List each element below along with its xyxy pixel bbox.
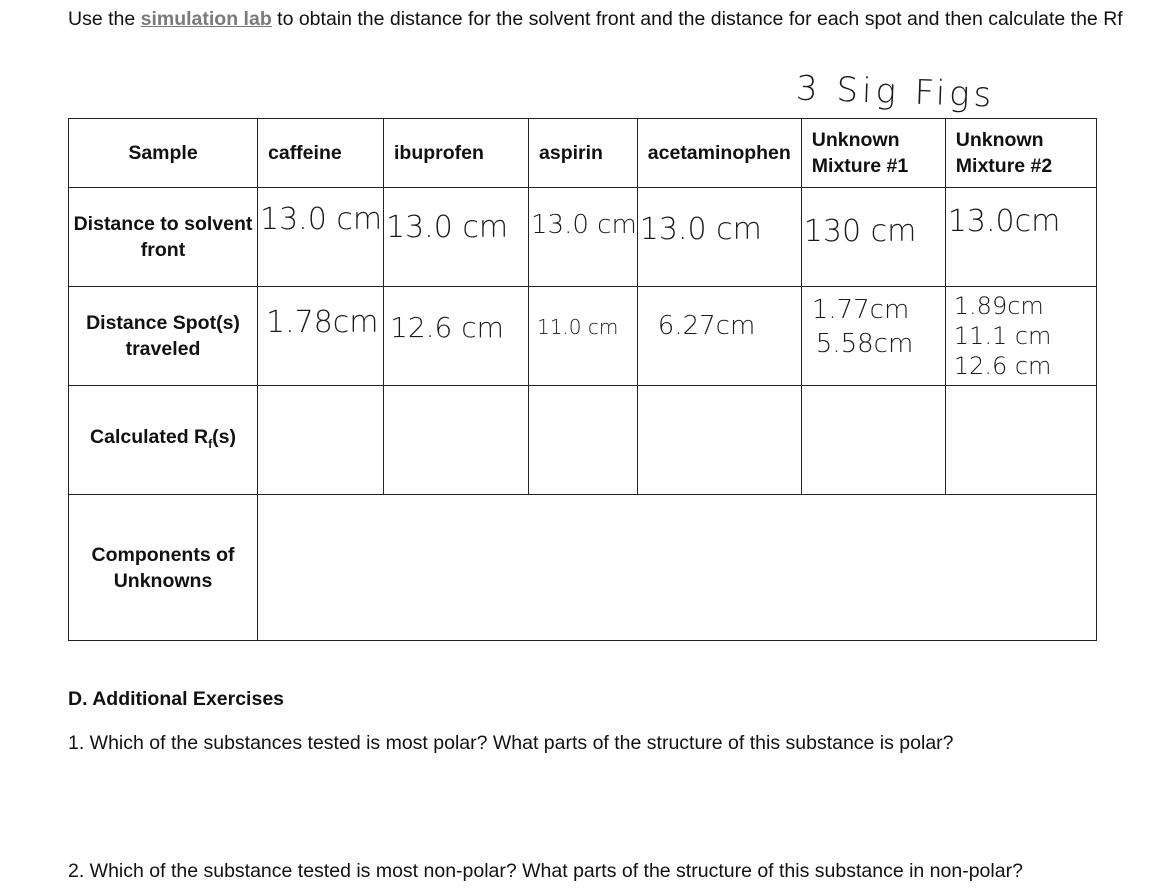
solvent-front-row (69, 188, 1097, 287)
unknown-1-spot-b: 5.58cm (815, 329, 914, 359)
unknown-2-spot-b: 11.1 cm (953, 322, 1052, 350)
rf-unknown-1-cell[interactable] (801, 386, 945, 495)
unknown-2-spot-c: 12.6 cm (953, 352, 1052, 380)
rf-data-table (68, 118, 1097, 641)
instructions-text-start: Use the (68, 8, 141, 30)
instructions-text-end: to obtain the distance for the solvent front and the distance for each spot and then calculate the Rf (271, 8, 1123, 30)
unknown-2-spot-a: 1.89cm (953, 292, 1044, 320)
solvent-front-caffeine[interactable]: 13.0 cm (258, 188, 384, 287)
instructions (68, 6, 1128, 33)
header-caffeine: caffeine (258, 119, 384, 188)
rf-aspirin-cell[interactable] (529, 386, 638, 495)
section-d-title: D. Additional Exercises (68, 688, 285, 710)
table-header-row (69, 119, 1097, 188)
rf-caffeine-cell[interactable] (258, 386, 384, 495)
handwritten-sig-figs-note: 3 Sig Figs (795, 68, 996, 116)
spot-distance-unknown-2[interactable] (945, 287, 1096, 386)
solvent-front-acetaminophen[interactable]: 13.0 cm (637, 188, 801, 287)
spot-distance-aspirin[interactable]: 11.0 cm (529, 287, 638, 386)
solvent-front-unknown-2[interactable]: 13.0cm (945, 188, 1096, 287)
solvent-front-ibuprofen[interactable]: 13.0 cm (384, 188, 529, 287)
solvent-front-label: Distance to solvent front (69, 188, 258, 287)
spot-distance-row (69, 287, 1097, 386)
question-2: 2. Which of the substance tested is most non-polar? What parts of the structure of this substance in non-polar? (68, 860, 1023, 882)
solvent-front-unknown-1[interactable]: 130 cm (801, 188, 945, 287)
rf-ibuprofen-cell[interactable] (384, 386, 529, 495)
spot-distance-caffeine[interactable]: 1.78cm (258, 287, 384, 386)
calculated-rf-label: Calculated $R_f(s)$ (69, 386, 258, 495)
header-unknown-1: Unknown Mixture #1 (801, 119, 945, 188)
components-row (69, 495, 1097, 641)
header-ibuprofen: ibuprofen (384, 119, 529, 188)
solvent-front-aspirin[interactable]: 13.0 cm (529, 188, 638, 287)
rf-acetaminophen-cell[interactable] (637, 386, 801, 495)
spot-distance-unknown-1[interactable] (801, 287, 945, 386)
rf-unknown-2-cell[interactable] (945, 386, 1096, 495)
spot-distance-label: Distance Spot(s) traveled (69, 287, 258, 386)
calculated-rf-row (69, 386, 1097, 495)
header-acetaminophen: acetaminophen (637, 119, 801, 188)
header-aspirin: aspirin (529, 119, 638, 188)
spot-distance-ibuprofen[interactable]: 12.6 cm (384, 287, 529, 386)
components-label: Components of Unknowns (69, 495, 258, 641)
spot-distance-acetaminophen[interactable]: 6.27cm (637, 287, 801, 386)
components-answer-cell[interactable] (258, 495, 1097, 641)
simulation-lab-link[interactable]: simulation lab (140, 8, 272, 30)
unknown-1-spot-a: 1.77cm (811, 295, 910, 325)
header-sample: Sample (69, 119, 258, 188)
question-1: 1. Which of the substances tested is most polar? What parts of the structure of this substance is polar? (68, 732, 954, 754)
header-unknown-2: Unknown Mixture #2 (945, 119, 1096, 188)
